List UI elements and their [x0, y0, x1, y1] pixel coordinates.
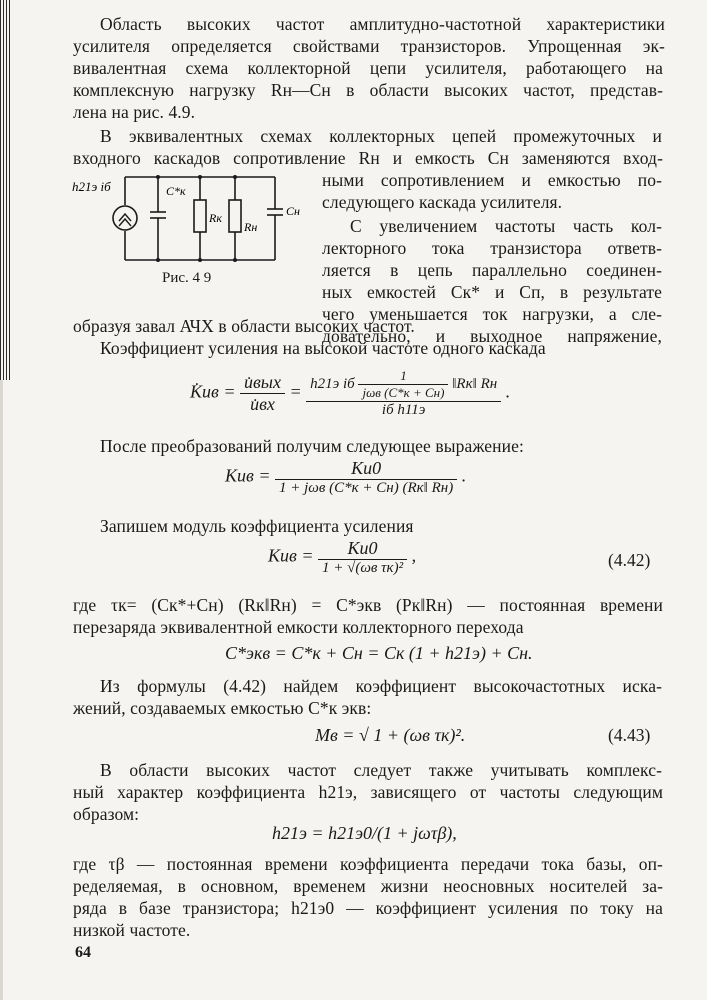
- binding-edge: [0, 0, 10, 380]
- text-line: вивалентная схема коллекторной цепи усилителя, работающего на: [73, 58, 663, 78]
- text-line: В области высоких частот следует также учитывать комплекс-: [100, 760, 662, 780]
- text-line: низкой частоте.: [73, 920, 191, 940]
- text-line: усилителя определяется свойствами транзисторов. Упрощенная эк-: [73, 36, 665, 56]
- text-line: ными сопротивлением и емкостью по-: [322, 170, 662, 190]
- text-line: где τβ — постоянная времени коэффициента передачи тока базы, оп-: [73, 854, 663, 874]
- text-line: образом:: [73, 804, 140, 824]
- equation-number: (4.42): [608, 550, 651, 570]
- label-ck: C*к: [166, 184, 186, 198]
- text-line: ный характер коэффициента h21э, зависящего от частоты следующим: [73, 782, 663, 802]
- figure-caption: Рис. 4 9: [162, 270, 212, 286]
- text-line: довательно, и выходное напряжение,: [322, 326, 662, 346]
- text-line: ных емкостей Cк* и Cп, в результате: [322, 282, 662, 302]
- formula-gain: K̇uв = $\frac{\text{u̇вых}}{u̇вх}$ = h21э iб $\frac{1}{\text{jωв (C*к + Cн)}}$ ‖Rк‖ Rн iб h11э .: [190, 368, 511, 418]
- text-line: чего уменьшается ток нагрузки, а сле-: [322, 304, 662, 324]
- label-source: h21э iб: [72, 179, 111, 194]
- label-rk: Rк: [209, 211, 222, 225]
- label-cn: Cн: [286, 204, 300, 218]
- text-line: Область высоких частот амплитудно-частотной характеристики: [100, 14, 665, 34]
- text-line: где τк= (Cк*+Cн) (Rк‖Rн) = C*экв (Pк‖Rн) — постоянная времени: [73, 595, 663, 615]
- formula-distortion: Mв = √ 1 + (ωв τк)².: [315, 725, 466, 745]
- formula-transformed: Kuв = $\frac{Ku0}{\text{1 + jωв (C*к + Cн) (Rк‖ Rн)}}$ .: [225, 458, 467, 496]
- text-line: лекторного тока транзистора ответв-: [322, 238, 662, 258]
- equation-number: (4.43): [608, 725, 651, 745]
- text-line: ляется в цепь параллельно соединен-: [322, 260, 662, 280]
- circuit-diagram: [70, 165, 320, 280]
- text-line: входного каскадов сопротивление Rн и емкость Cн заменяются вход-: [73, 148, 663, 168]
- binding-shadow: [0, 380, 3, 1000]
- text-line: В эквивалентных схемах коллекторных цепей промежуточных и: [100, 126, 662, 146]
- text-line: жений, создаваемых емкостью C*к экв:: [73, 698, 372, 718]
- text-line: ределяемая, в основном, временем жизни неосновных носителей за-: [73, 876, 663, 896]
- text-line: Запишем модуль коэффициента усиления: [100, 516, 414, 536]
- page-number: 64: [75, 944, 91, 961]
- text-line: комплексную нагрузку Rн—Cн в области высоких частот, представ-: [73, 80, 663, 100]
- text-line: лена на рис. 4.9.: [73, 102, 196, 122]
- text-line: следующего каскада усилителя.: [322, 192, 563, 212]
- text-line: После преобразований получим следующее выражение:: [100, 436, 524, 456]
- formula-h21: h21э = h21э0/(1 + jωτβ),: [272, 823, 457, 843]
- text-line: Из формулы (4.42) найдем коэффициент высокочастотных иска-: [100, 676, 662, 696]
- formula-modulus: Kuв = $\frac{Ku0}{\text{1 + √(ωв τк)²}}$ ,: [268, 538, 417, 576]
- text-line: С увеличением частоты часть кол-: [350, 216, 662, 236]
- text-line: ряда в базе транзистора; h21э0 — коэффициент усиления по току на: [73, 898, 663, 918]
- text-line: Коэффициент усиления на высокой частоте одного каскада: [100, 338, 546, 358]
- text-line: перезаряда эквивалентной емкости коллекторного перехода: [73, 617, 524, 637]
- text-line: образуя завал АЧХ в области высоких частот.: [73, 316, 415, 336]
- formula-cekv: C*экв = C*к + Cн = Cк (1 + h21э) + Cн.: [225, 643, 533, 663]
- label-rn: Rн: [244, 220, 258, 234]
